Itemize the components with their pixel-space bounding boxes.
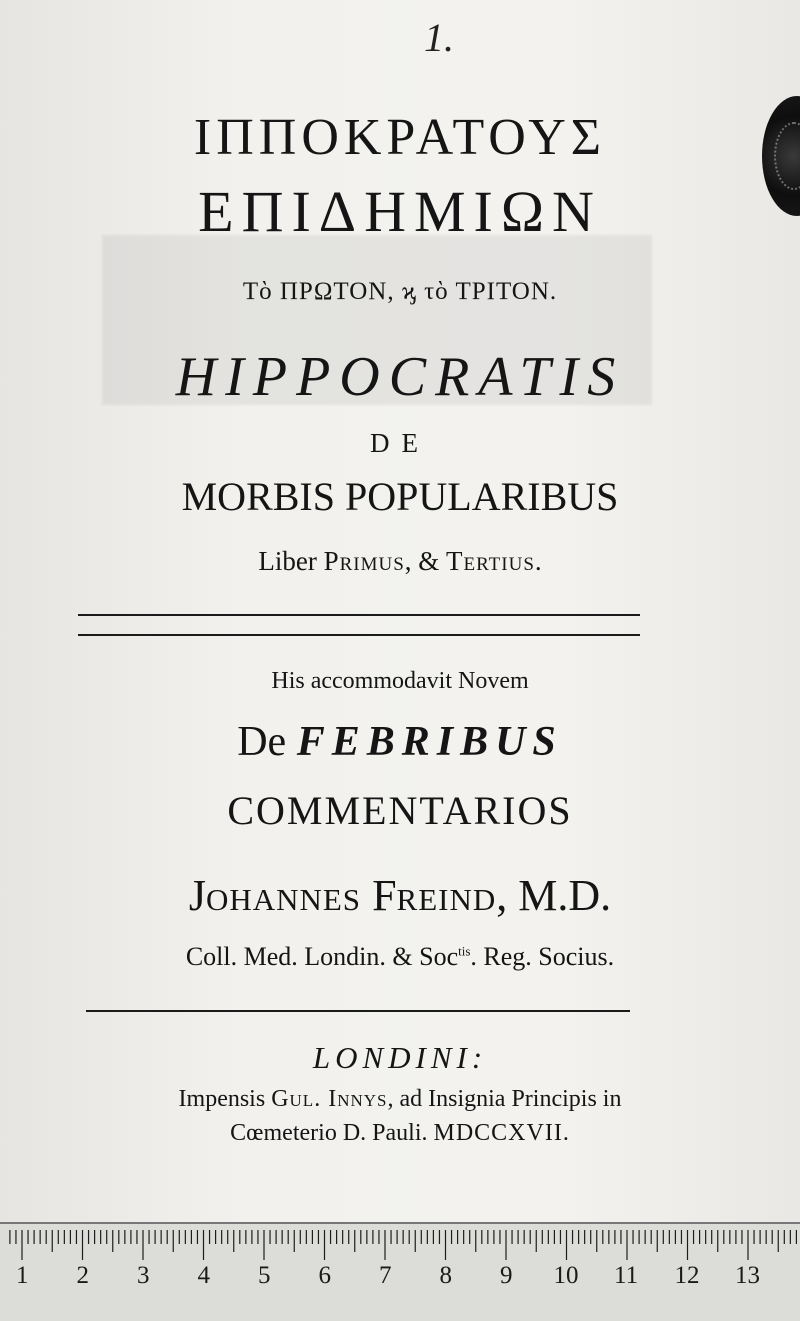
greek-title-line1: ΙΠΠΟΚΡΑΤΟΥΣ [193,109,607,166]
liber-end: . [534,546,542,576]
liber-line [40,546,760,577]
liber-tertius: Tertius [446,546,535,576]
library-stamp [762,96,800,216]
publisher-a: Impensis [178,1086,272,1112]
double-rule-top [78,614,640,616]
greek-title-line2: ΕΠΙΔΗΜΙΩΝ [198,179,602,244]
ruler-number: 13 [735,1262,760,1289]
ruler-number: 3 [137,1262,150,1289]
publisher-b: , ad Insignia Principis in [387,1086,622,1112]
ruler-number: 7 [379,1262,392,1289]
ruler-number: 8 [439,1262,452,1289]
ruler-number: 1 [16,1262,29,1289]
ruler-number: 6 [318,1262,331,1289]
author-space [361,871,372,920]
double-rule-bottom [78,634,640,636]
author-last-rest: reind [396,871,497,920]
imprint-year: MDCCXVII. [433,1120,570,1146]
febribus-word: FEBRIBUS [296,719,563,765]
affiliation-sup: tis [458,943,471,959]
latin-de: DE [370,428,430,458]
liber-primus: Primus [323,546,405,576]
imprint-location [40,1120,760,1147]
latin-subject: MORBIS POPULARIBUS [181,474,619,519]
de-word: De [237,719,287,765]
latin-author-title: HIPPOCRATIS [175,346,625,408]
author-degree: , M.D. [496,871,612,920]
ruler-number: 9 [500,1262,513,1289]
liber-connector: , & [404,546,447,576]
affiliation-post: . Reg. Socius. [470,942,615,971]
imprint-publisher [40,1086,760,1113]
liber-prefix: Liber [258,546,317,576]
febribus-line [40,718,760,766]
imprint-city: LONDINI: [312,1040,488,1075]
scale-ruler [0,1222,800,1321]
ruler-number: 5 [258,1262,271,1289]
publisher-name: Gul. Innys [271,1086,388,1112]
author-affiliation [40,942,760,972]
ruler-number: 12 [674,1262,700,1289]
author-name [40,870,760,921]
affiliation-pre: Coll. Med. Londin. & Soc [185,942,459,971]
ruler-number: 11 [614,1262,639,1289]
commentarios-line: COMMENTARIOS [227,788,573,833]
commentary-intro: His accommodavit Novem [271,668,529,694]
author-initial-first: J [188,871,206,920]
ruler-number: 4 [197,1262,210,1289]
page-number-mark: 1. [424,15,454,60]
author-initial-last: F [372,871,397,920]
imprint-rule [86,1010,630,1012]
author-first-rest: ohannes [205,871,362,920]
greek-title-line3: Τὸ ΠΡΩΤΟΝ, ϗ τὸ ΤΡΙΤΟΝ. [242,278,558,305]
ruler-number: 2 [76,1262,89,1289]
imprint-location-text: Cœmeterio D. Pauli. [230,1120,428,1146]
ruler-number: 10 [553,1262,579,1289]
